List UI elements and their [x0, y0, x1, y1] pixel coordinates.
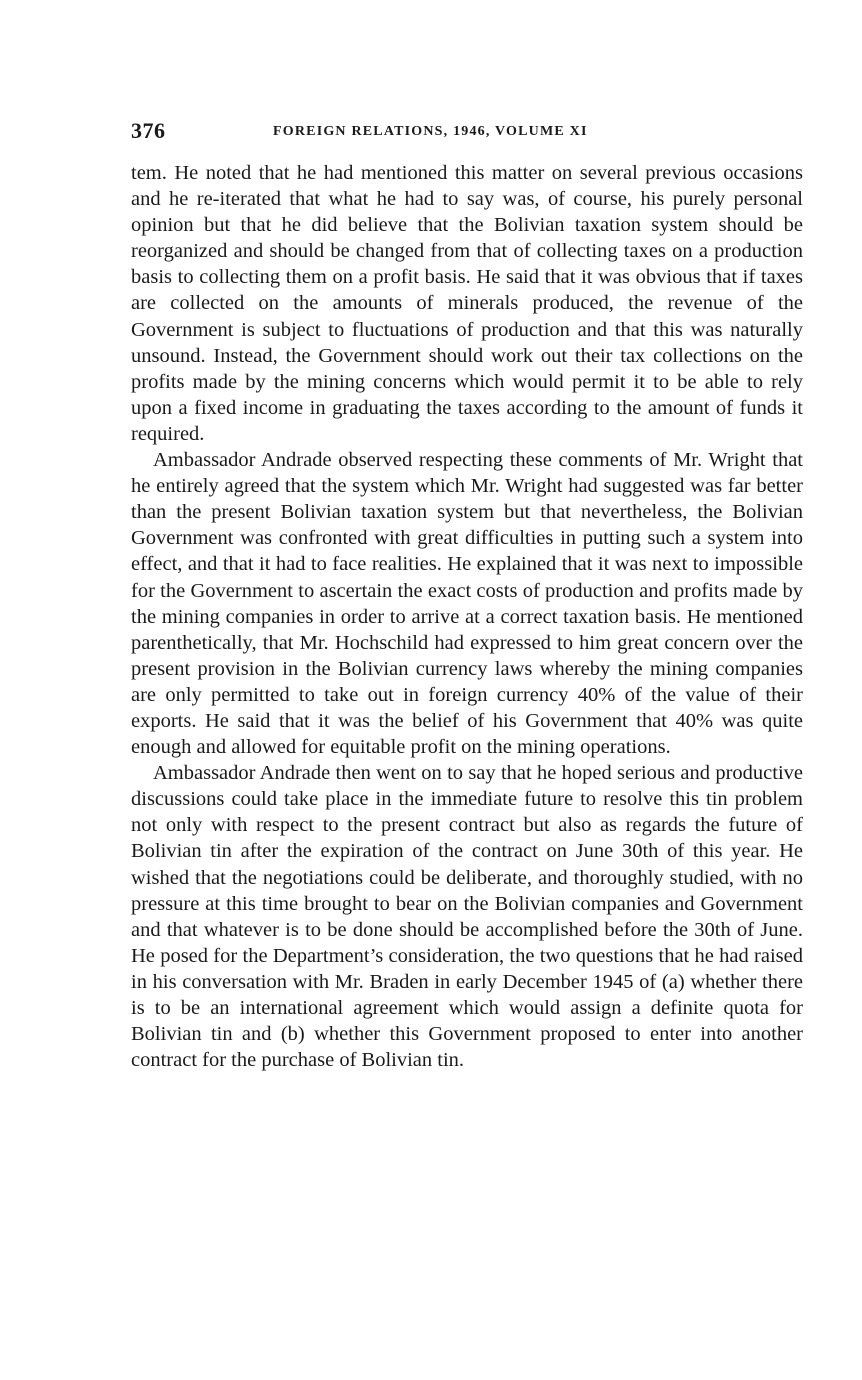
paragraph-andrade-proposal: Ambassador Andrade then went on to say that he hoped serious and productive discussions could take place in the immediate future to resolve this tin problem not only with respect to the present contract but also as regards the future of Bolivian tin after the expiration of the contract on June 30th of this year. He wished that the negotiations could be deliberate, and thoroughly studied, with no pressure at this time brought to bear on the Bolivian companies and Government and that whatever is to be done should be accomplished before the 30th of June. He posed for the Department’s consideration, the two questions that he had raised in his conversation with Mr. Braden in early December 1945 of (a) whether there is to be an international agreement which would assign a definite quota for Bolivian tin and (b) whether this Government proposed to enter into another contract for the purchase of Bolivian tin. [131, 762, 803, 1072]
paragraph-andrade-response: Ambassador Andrade observed respecting these comments of Mr. Wright that he entirely agreed that the system which Mr. Wright had suggested was far better than the present Bolivian taxation system but that nevertheless, the Bolivian Government was confronted with great difficulties in putting such a system into effect, and that it had to face realities. He explained that it was next to impossible for the Government to ascertain the exact costs of production and profits made by the mining companies in order to arrive at a correct taxation basis. He mentioned parenthetically, that Mr. Hochschild had expressed to him great concern over the present provision in the Bolivian currency laws whereby the mining companies are only permitted to take out in foreign currency 40% of the value of their exports. He said that it was the belief of his Government that 40% was quite enough and allowed for equitable profit on the mining operations. [131, 449, 803, 759]
body-text [131, 160, 803, 1073]
paragraph-continuation: tem. He noted that he had mentioned this matter on several previous occasions and he re-iterated that what he had to say was, of course, his purely personal opinion but that he did believe that the Bolivian taxation system should be reorganized and should be changed from that of collecting taxes on a production basis to collecting them on a profit basis. He said that it was obvious that if taxes are collected on the amounts of minerals produced, the revenue of the Government is subject to fluctuations of production and that this was naturally unsound. Instead, the Government should work out their tax collections on the profits made by the mining concerns which would permit it to be able to rely upon a fixed income in graduating the taxes according to the amount of funds it required. [131, 162, 803, 445]
running-header [131, 118, 803, 152]
page-number: 376 [131, 118, 166, 143]
document-page [131, 118, 803, 1073]
running-header-title: FOREIGN RELATIONS, 1946, VOLUME XI [273, 124, 588, 139]
